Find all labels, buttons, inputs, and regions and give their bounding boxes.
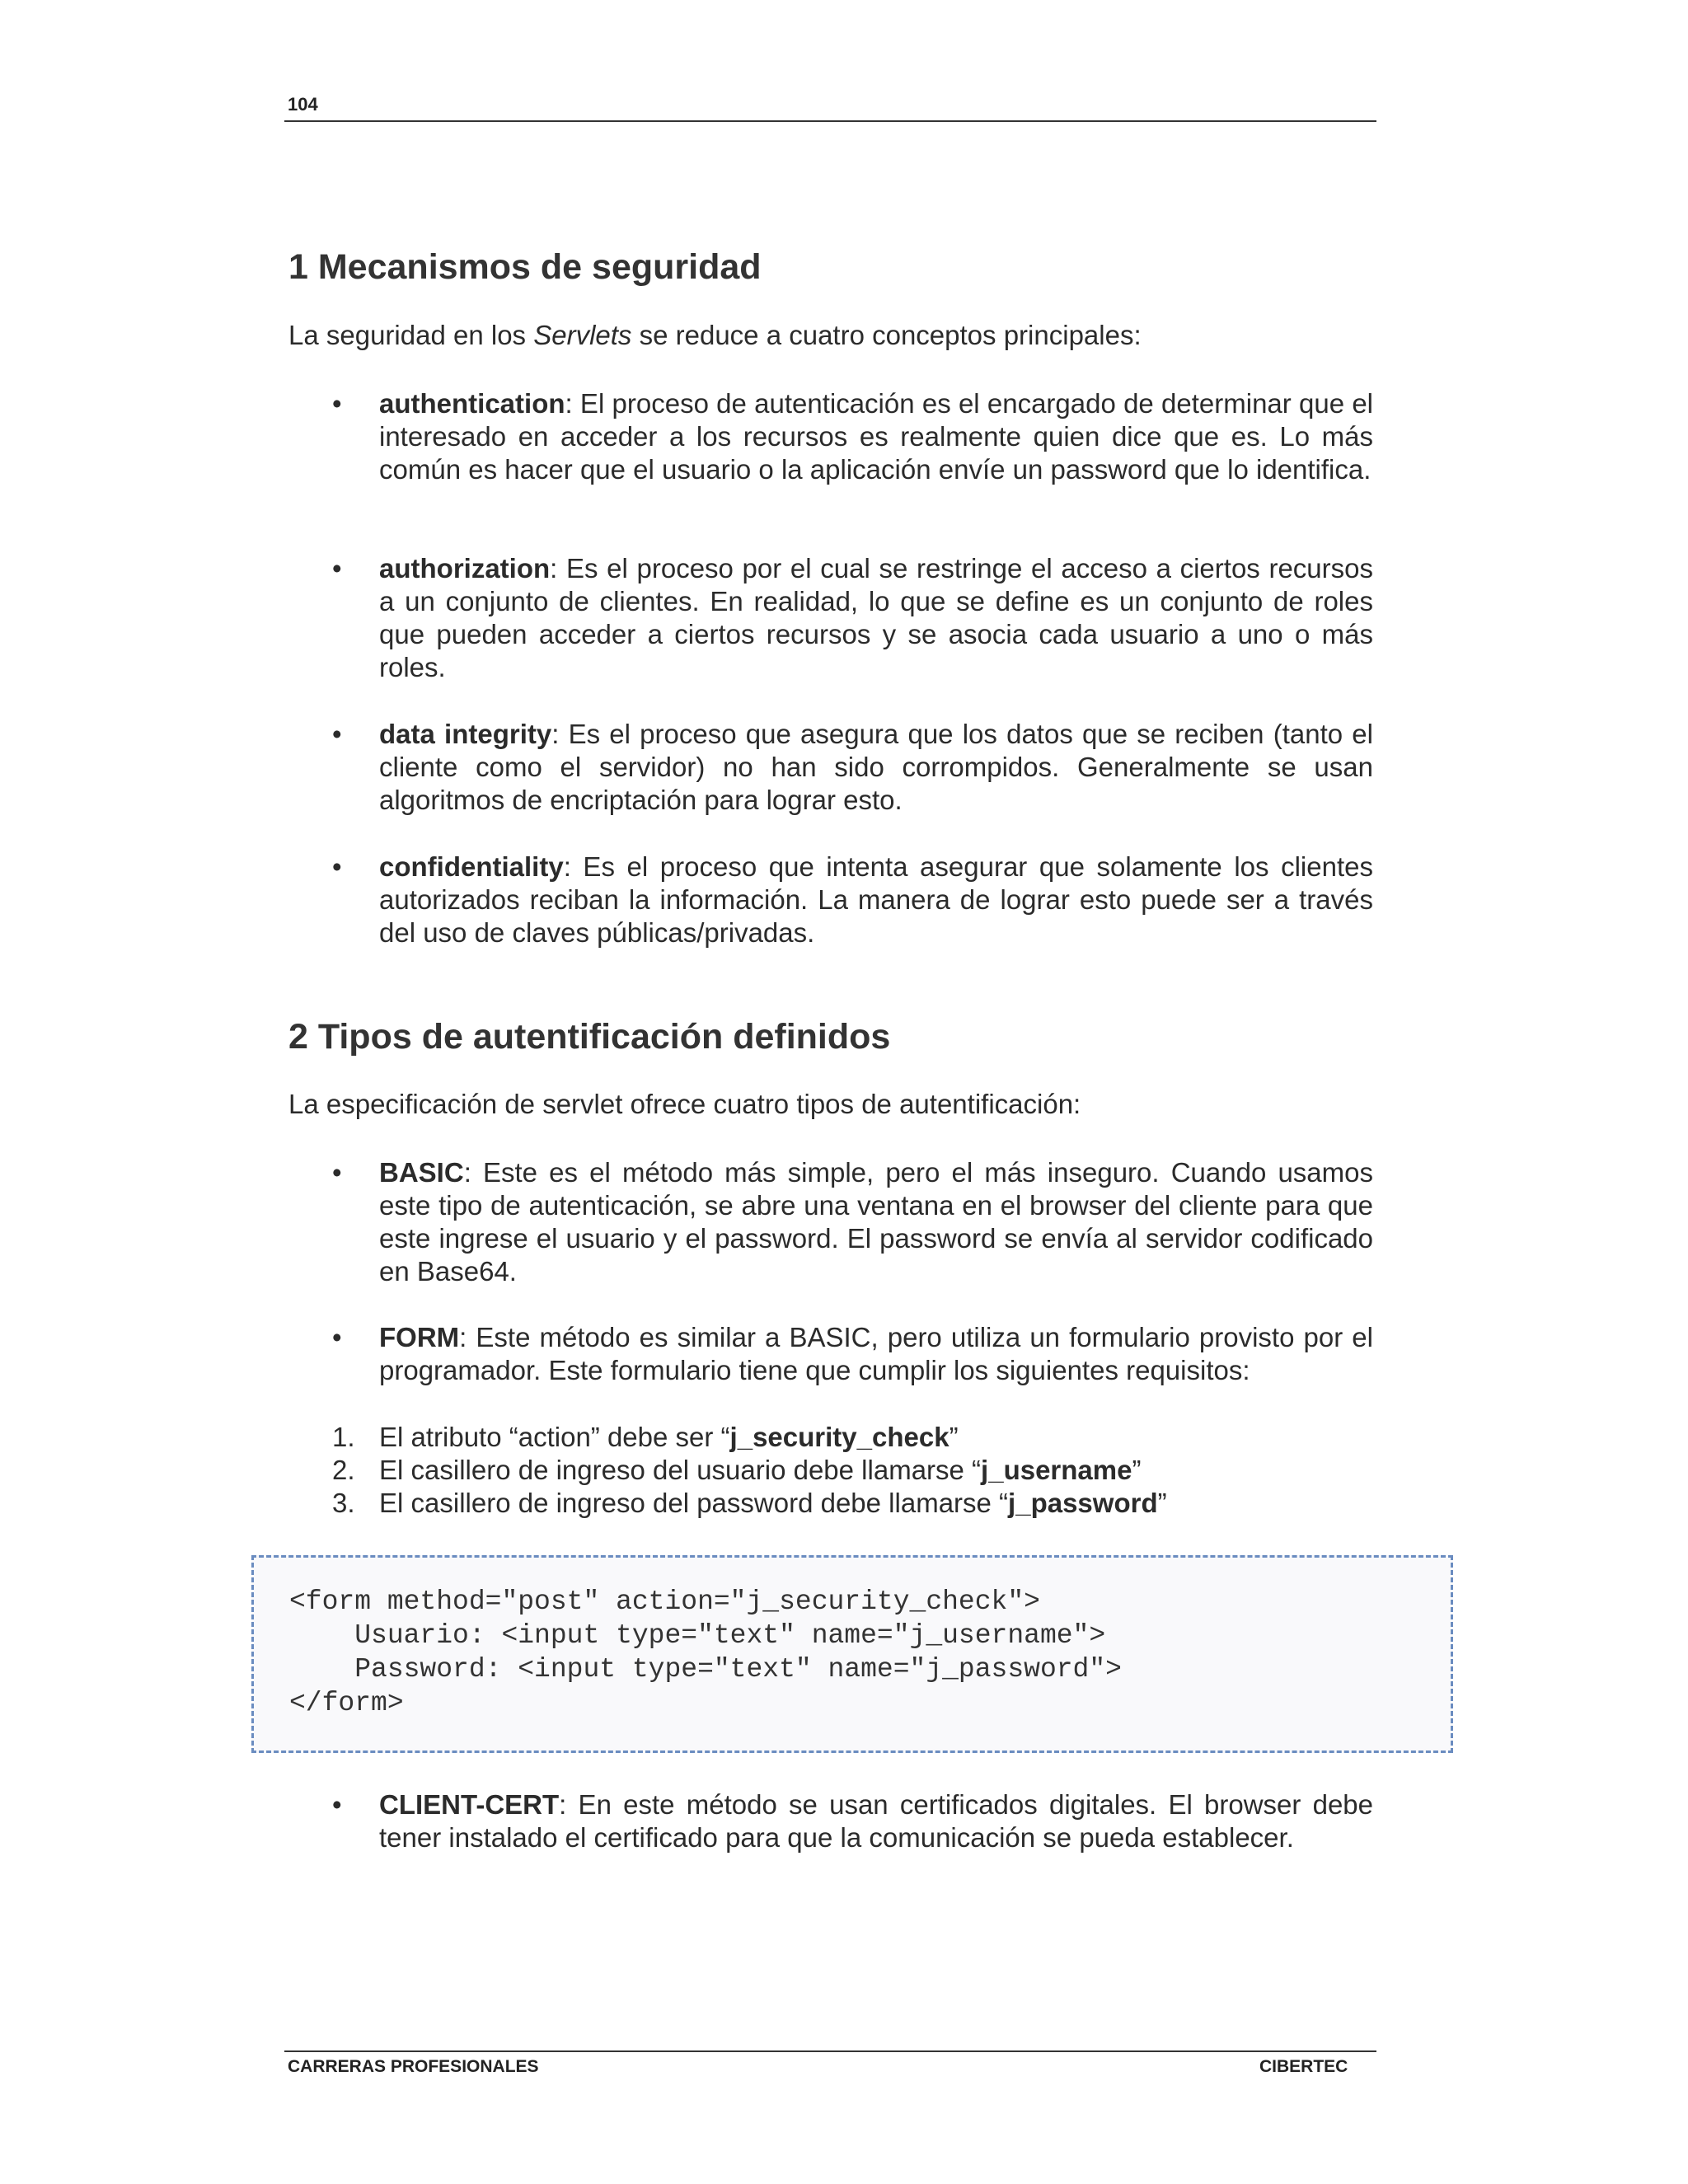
code-block (251, 1555, 1453, 1753)
requirement-bold: j_username (981, 1455, 1132, 1485)
requirement-before: El atributo “action” debe ser “ (379, 1422, 730, 1452)
bullet-term: confidentiality (379, 851, 564, 882)
requirement-bold: j_password (1008, 1488, 1158, 1518)
requirement-item (288, 1487, 1376, 1520)
bullet-client-cert (288, 1788, 1376, 1854)
bullet-term: CLIENT-CERT (379, 1789, 560, 1820)
bullet-term: FORM (379, 1322, 460, 1352)
requirement-text (379, 1421, 959, 1454)
requirement-bold: j_security_check (729, 1422, 950, 1452)
bullet-data-integrity (288, 718, 1376, 817)
code-line: Usuario: <input type="text" name="j_username"> (289, 1620, 1106, 1651)
section-2-title: 2 Tipos de autentificación definidos (288, 1017, 891, 1057)
requirement-before: El casillero de ingreso del usuario debe llamarse “ (379, 1455, 982, 1485)
intro-text-italic: Servlets (533, 320, 632, 350)
bullet-text (379, 1788, 1373, 1854)
bullet-description: : Este es el método más simple, pero el más inseguro. Cuando usamos este tipo de autenticación, se abre una ventana en el browser del cliente para que este ingrese el usuario y el password. El password se envía al servidor codificado en Base64. (379, 1157, 1373, 1286)
bullet-text (379, 718, 1373, 817)
requirement-item (288, 1454, 1376, 1487)
code-line: Password: <input type="text" name="j_password"> (289, 1654, 1122, 1685)
bullet-term: authorization (379, 553, 551, 583)
section-1-title: 1 Mecanismos de seguridad (288, 247, 762, 287)
bullet-description: : Es el proceso que intenta asegurar que solamente los clientes autorizados reciban la información. La manera de lograr esto puede ser a través del uso de claves públicas/privadas. (379, 851, 1373, 948)
bullet-term: data integrity (379, 719, 552, 749)
intro-text-before: La seguridad en los (288, 320, 534, 350)
requirement-item (288, 1421, 1376, 1454)
header-rule (284, 120, 1376, 122)
bullet-text (379, 552, 1373, 684)
requirement-after: ” (1132, 1455, 1142, 1485)
footer-rule (284, 2050, 1376, 2052)
requirement-before: El casillero de ingreso del password debe llamarse “ (379, 1488, 1009, 1518)
bullet-dot: • (332, 1789, 342, 1820)
bullet-authentication (288, 387, 1376, 486)
footer-right-label: CIBERTEC (1259, 2057, 1348, 2076)
requirements-list (288, 1421, 1376, 1520)
bullet-description: : En este método se usan certificados digitales. El browser debe tener instalado el certificado para que la comunicación se pueda establecer. (379, 1789, 1373, 1853)
requirement-number: 2. (332, 1455, 355, 1485)
bullet-dot: • (332, 553, 342, 583)
bullet-description: : Es el proceso que asegura que los datos que se reciben (tanto el cliente como el servidor) no han sido corrompidos. Generalmente se usan algoritmos de encriptación para lograr esto. (379, 719, 1373, 815)
bullet-confidentiality (288, 851, 1376, 949)
section-1-intro (288, 319, 1142, 352)
bullet-text (379, 387, 1373, 486)
section-2-intro: La especificación de servlet ofrece cuatro tipos de autentificación: (288, 1089, 1081, 1119)
bullet-text (379, 851, 1373, 949)
bullet-dot: • (332, 851, 342, 882)
bullet-basic (288, 1156, 1376, 1288)
requirement-text (379, 1454, 1141, 1487)
bullet-authorization (288, 552, 1376, 684)
bullet-text (379, 1156, 1373, 1288)
requirement-after: ” (949, 1422, 959, 1452)
bullet-form (288, 1321, 1376, 1387)
bullet-dot: • (332, 1157, 342, 1188)
bullet-dot: • (332, 719, 342, 749)
bullet-dot: • (332, 1322, 342, 1352)
page-number: 104 (288, 94, 318, 115)
bullet-description: : Es el proceso por el cual se restringe el acceso a ciertos recursos a un conjunto de clientes. En realidad, lo que se define es un conjunto de roles que pueden acceder a ciertos recursos y se asocia cada usuario a uno o más roles. (379, 553, 1373, 682)
requirement-text (379, 1487, 1167, 1520)
bullet-term: BASIC (379, 1157, 464, 1188)
footer-left-label: CARRERAS PROFESIONALES (288, 2057, 539, 2076)
bullet-text (379, 1321, 1373, 1387)
bullet-description: : Este método es similar a BASIC, pero utiliza un formulario provisto por el programador. Este formulario tiene que cumplir los siguientes requisitos: (379, 1322, 1373, 1385)
bullet-description: : El proceso de autenticación es el encargado de determinar que el interesado en acceder a los recursos es realmente quien dice que es. Lo más común es hacer que el usuario o la aplicación envíe un password que lo identifica. (379, 388, 1373, 485)
code-line: <form method="post" action="j_security_check"> (289, 1586, 1040, 1617)
requirement-number: 3. (332, 1488, 355, 1518)
requirement-after: ” (1157, 1488, 1167, 1518)
requirement-number: 1. (332, 1422, 355, 1452)
bullet-dot: • (332, 388, 342, 419)
intro-text-after: se reduce a cuatro conceptos principales: (631, 320, 1142, 350)
code-line: </form> (289, 1688, 404, 1718)
bullet-term: authentication (379, 388, 565, 419)
